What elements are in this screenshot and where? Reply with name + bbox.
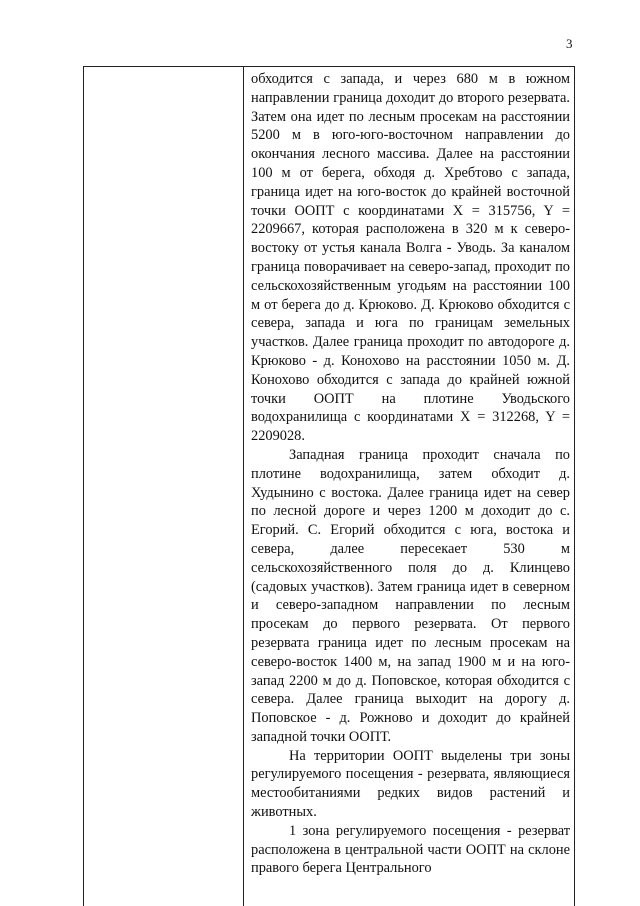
page-number: 3 (566, 36, 573, 51)
content-table (83, 66, 575, 906)
table-right-cell (251, 70, 570, 878)
paragraph-boundary-continuation: обходится с запада, и через 680 м в южном направлении граница доходит до второго резервата. Затем она идет по лесным просекам на расстоянии 5200 м в юго-юго-восточном направлении до окончания лесного массива. Далее на расстоянии 100 м от берега, обходя д. Хребтово с запада, граница идет на юго-восток до крайней восточной точки ООПТ с координатами X = 315756, Y = 2209667, которая расположена в 320 м к северо-востоку от устья канала Волга - Уводь. За каналом граница поворачивает на северо-запад, проходит по сельскохозяйственным угодьям на расстоянии 100 м от берега до д. Крюково. Д. Крюково обходится с севера, запада и юга по границам земельных участков. Далее граница проходит по автодороге д. Крюково - д. Конохово на расстоянии 1050 м. Д. Конохово обходится с запада до крайней южной точки ООПТ на плотине Уводьского водохранилища с координатами X = 312268, Y = 2209028. (251, 71, 570, 445)
paragraph-western-boundary: Западная граница проходит сначала по плотине водохранилища, затем обходит д. Худынино с востока. Далее граница идет на север по лесной дороге и через 1200 м доходит до с. Егорий. С. Егорий обходится с юга, востока и севера, далее пересекает 530 м сельскохозяйственного поля до д. Клинцево (садовых участков). Затем граница идет в северном и северо-западном направлении по лесным просекам до первого резервата. От первого резервата граница идет по лесным просекам на северо-восток 1400 м, на запад 1900 м и на юго-запад 2200 м до д. Поповское, которая обходится с севера. Далее граница выходит на дорогу д. Поповское - д. Рожново и доходит до крайней западной точки ООПТ. (251, 446, 570, 745)
table-left-cell (84, 67, 244, 906)
paragraph-zone-one: 1 зона регулируемого посещения - резерват расположена в центральной части ООПТ на склоне правого берега Центрального (251, 822, 570, 877)
paragraph-regulated-zones: На территории ООПТ выделены три зоны регулируемого посещения - резервата, являющиеся местообитаниями редких видов растений и животных. (251, 747, 570, 821)
